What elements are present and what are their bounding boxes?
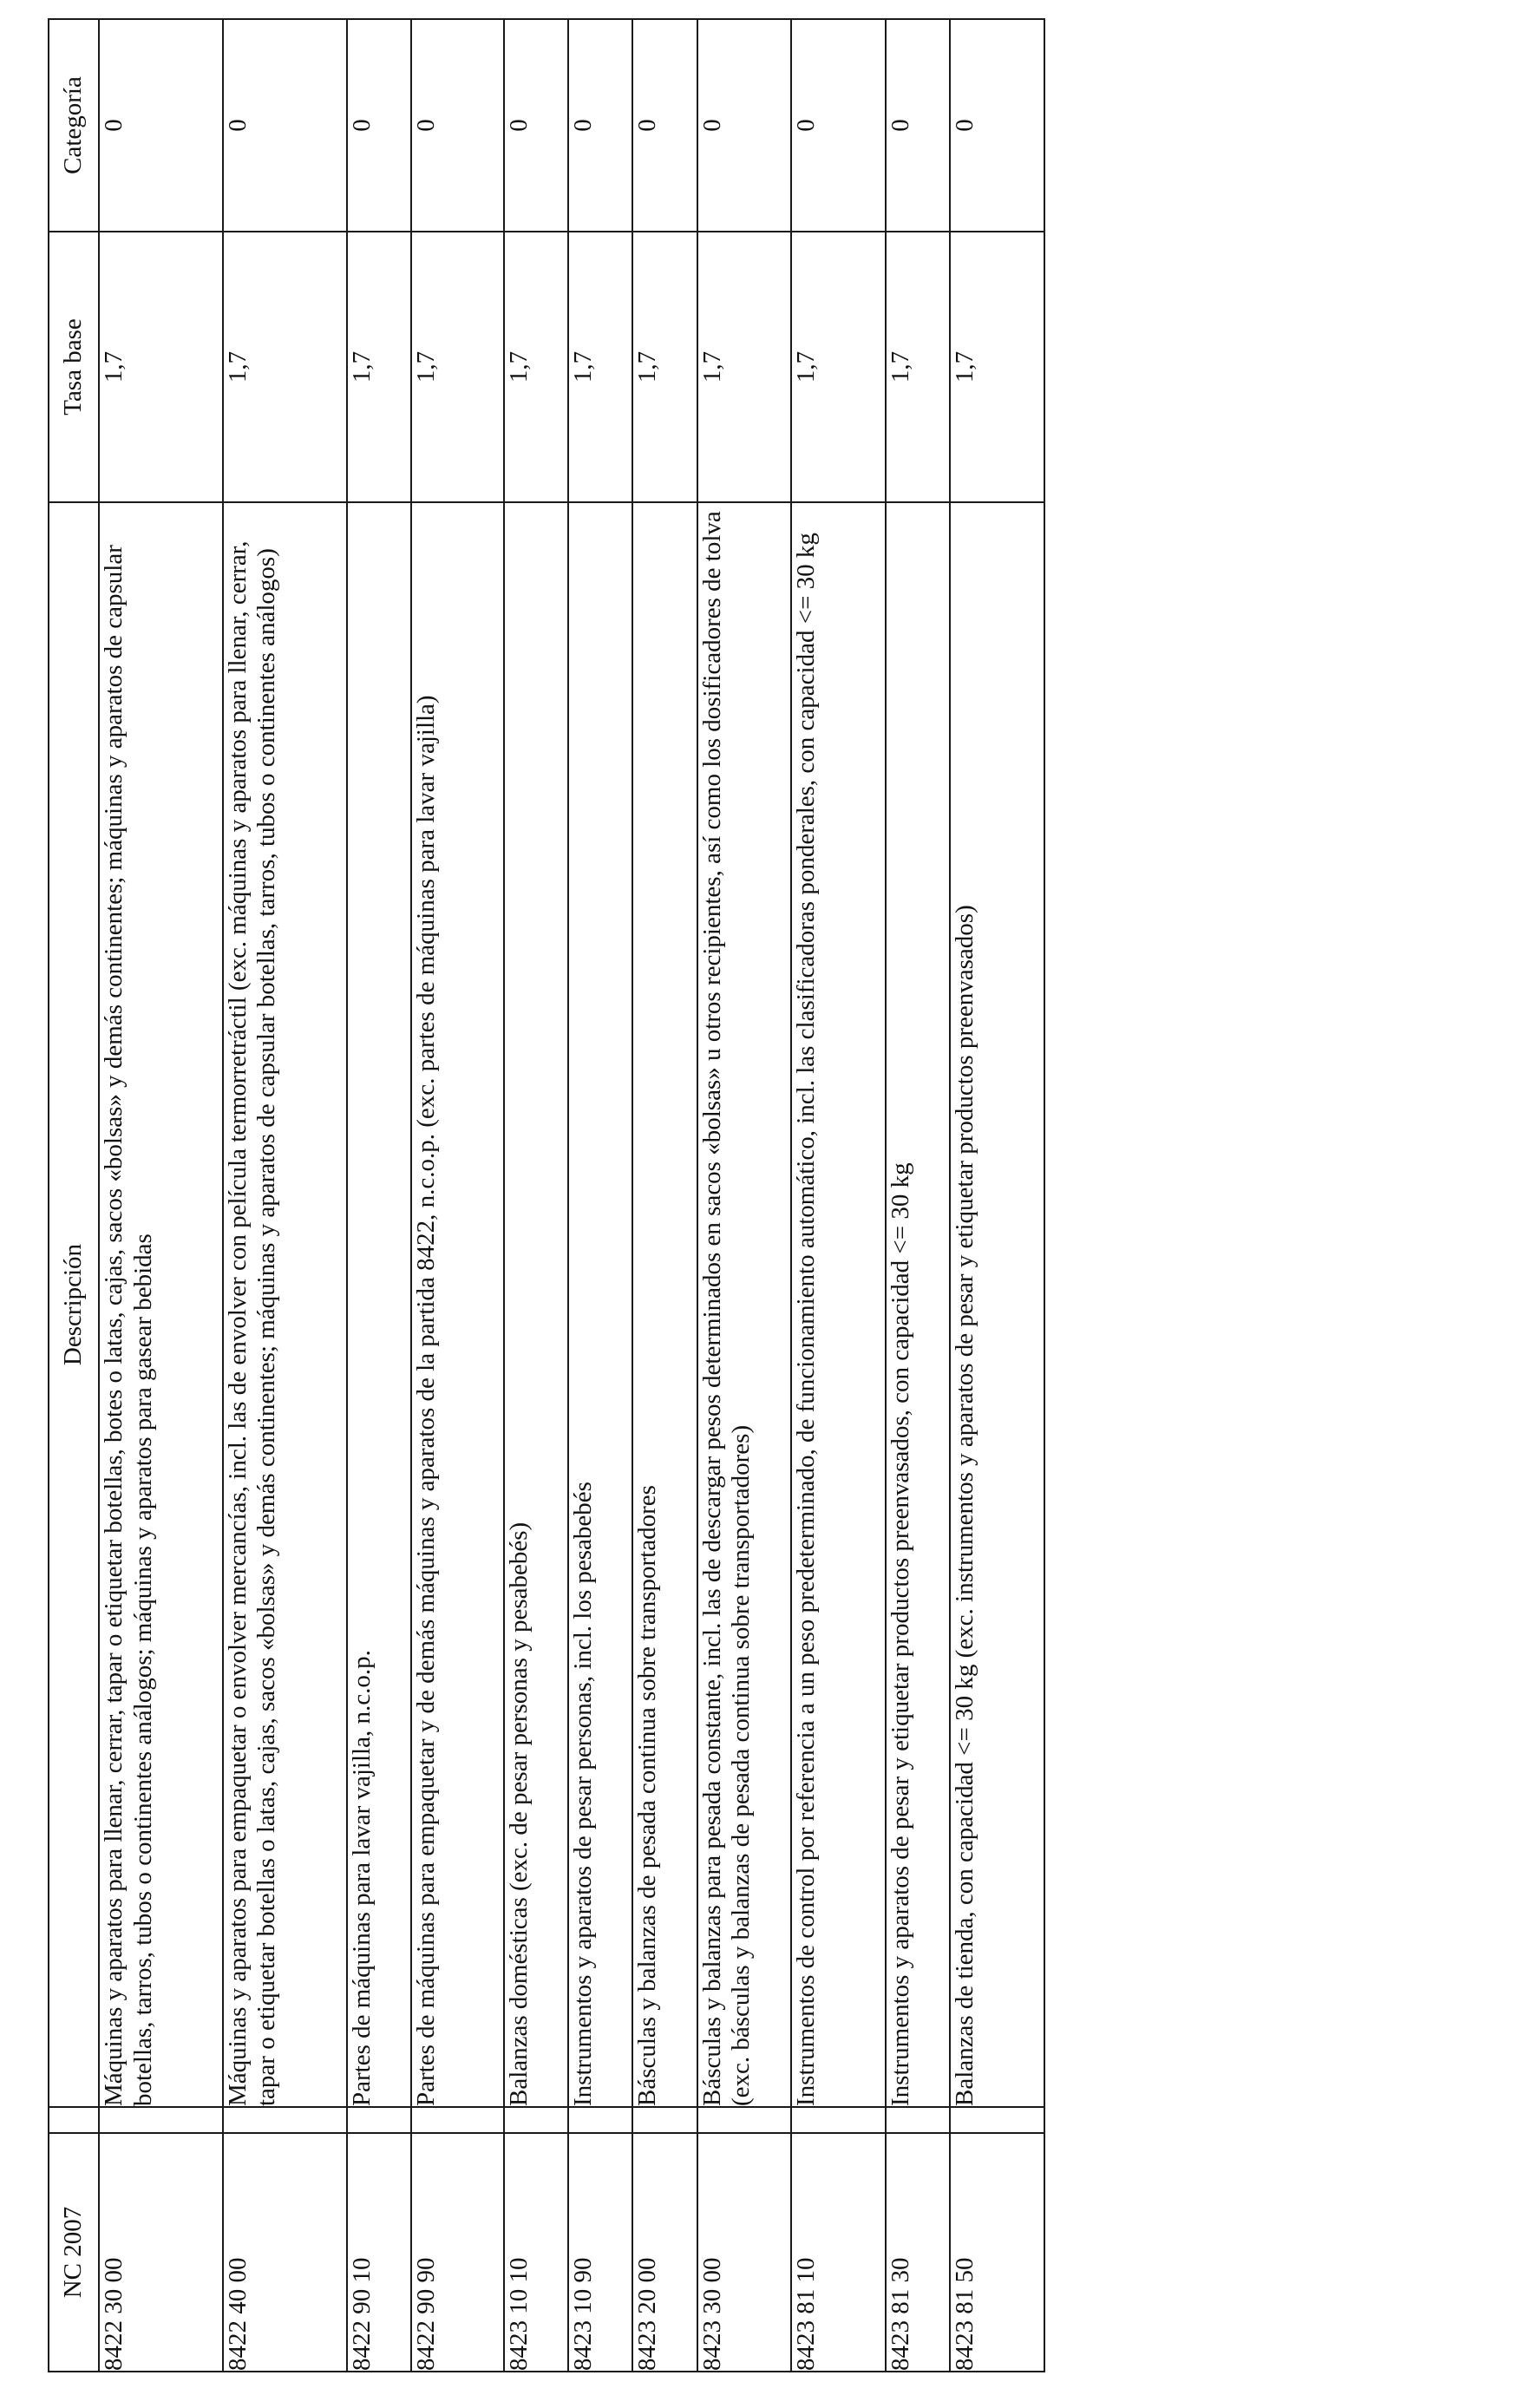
cell-code: 8423 20 00: [632, 2133, 697, 2372]
cell-description: Básculas y balanzas de pesada continua sobre transportadores: [632, 502, 697, 2107]
tariff-table: [48, 18, 1045, 2372]
cell-spacer: [697, 2107, 792, 2133]
table-row: [791, 19, 886, 2372]
cell-code: 8423 10 10: [504, 2133, 568, 2372]
cell-category: 0: [223, 19, 347, 232]
cell-code: 8423 81 10: [791, 2133, 886, 2372]
cell-code: 8423 10 90: [568, 2133, 632, 2372]
table-row: [632, 19, 697, 2372]
cell-description: Instrumentos y aparatos de pesar y etiquetar productos preenvasados, con capacidad <= 30 kg: [886, 502, 950, 2107]
cell-description: Partes de máquinas para lavar vajilla, n.c.o.p.: [347, 502, 411, 2107]
cell-category: 0: [347, 19, 411, 232]
cell-spacer: [99, 2107, 223, 2133]
table-row: [504, 19, 568, 2372]
header-row: [49, 19, 99, 2372]
cell-code: 8422 90 10: [347, 2133, 411, 2372]
cell-description: Básculas y balanzas para pesada constante, incl. las de descargar pesos determinados en sacos «bolsas» u otros recipientes, así como los dosificadores de tolva (exc. básculas y balanzas de pesada continua sobre transportadores): [697, 502, 792, 2107]
cell-rate: 1,7: [791, 232, 886, 502]
cell-code: 8422 40 00: [223, 2133, 347, 2372]
cell-code: 8423 30 00: [697, 2133, 792, 2372]
cell-description: Instrumentos y aparatos de pesar personas, incl. los pesabebés: [568, 502, 632, 2107]
cell-rate: 1,7: [223, 232, 347, 502]
table-row: [886, 19, 950, 2372]
cell-category: 0: [791, 19, 886, 232]
cell-spacer: [632, 2107, 697, 2133]
header-description: Descripción: [49, 502, 99, 2107]
cell-category: 0: [99, 19, 223, 232]
cell-category: 0: [568, 19, 632, 232]
header-rate: Tasa base: [49, 232, 99, 502]
cell-description: Instrumentos de control por referencia a un peso predeterminado, de funcionamiento automático, incl. las clasificadoras ponderales, con capacidad <= 30 kg: [791, 502, 886, 2107]
cell-rate: 1,7: [568, 232, 632, 502]
cell-category: 0: [886, 19, 950, 232]
cell-spacer: [223, 2107, 347, 2133]
cell-category: 0: [411, 19, 504, 232]
cell-category: 0: [697, 19, 792, 232]
cell-description: Máquinas y aparatos para empaquetar o envolver mercancías, incl. las de envolver con película termorretráctil (exc. máquinas y aparatos para llenar, cerrar, tapar o etiquetar botellas o latas, cajas, sacos «bolsas» y demás continentes; máquinas y aparatos de capsular botellas, tarros, tubos o continentes análogos): [223, 502, 347, 2107]
cell-spacer: [411, 2107, 504, 2133]
cell-description: Máquinas y aparatos para llenar, cerrar, tapar o etiquetar botellas, botes o latas, cajas, sacos «bolsas» y demás continentes; máquinas y aparatos de capsular botellas, tarros, tubos o continentes análogos; máquinas y aparatos para gasear bebidas: [99, 502, 223, 2107]
header-spacer: [49, 2107, 99, 2133]
cell-code: 8423 81 50: [950, 2133, 1044, 2372]
cell-rate: 1,7: [347, 232, 411, 502]
rotated-table-container: [48, 20, 1045, 2372]
cell-rate: 1,7: [632, 232, 697, 502]
header-category: Categoría: [49, 19, 99, 232]
table-row: [411, 19, 504, 2372]
table-row: [697, 19, 792, 2372]
cell-rate: 1,7: [504, 232, 568, 502]
cell-code: 8422 90 90: [411, 2133, 504, 2372]
cell-spacer: [347, 2107, 411, 2133]
cell-code: 8422 30 00: [99, 2133, 223, 2372]
cell-description: Balanzas de tienda, con capacidad <= 30 kg (exc. instrumentos y aparatos de pesar y etiquetar productos preenvasados): [950, 502, 1044, 2107]
table-row: [950, 19, 1044, 2372]
cell-spacer: [504, 2107, 568, 2133]
cell-spacer: [950, 2107, 1044, 2133]
cell-description: Partes de máquinas para empaquetar y de demás máquinas y aparatos de la partida 8422, n.c.o.p. (exc. partes de máquinas para lavar vajilla): [411, 502, 504, 2107]
cell-rate: 1,7: [99, 232, 223, 502]
table-row: [347, 19, 411, 2372]
cell-code: 8423 81 30: [886, 2133, 950, 2372]
cell-rate: 1,7: [950, 232, 1044, 502]
cell-spacer: [791, 2107, 886, 2133]
cell-category: 0: [504, 19, 568, 232]
table-row: [568, 19, 632, 2372]
cell-rate: 1,7: [697, 232, 792, 502]
header-code: NC 2007: [49, 2133, 99, 2372]
cell-category: 0: [950, 19, 1044, 232]
cell-category: 0: [632, 19, 697, 232]
cell-spacer: [886, 2107, 950, 2133]
cell-rate: 1,7: [411, 232, 504, 502]
table-row: [223, 19, 347, 2372]
cell-spacer: [568, 2107, 632, 2133]
table-row: [99, 19, 223, 2372]
cell-rate: 1,7: [886, 232, 950, 502]
cell-description: Balanzas domésticas (exc. de pesar personas y pesabebés): [504, 502, 568, 2107]
